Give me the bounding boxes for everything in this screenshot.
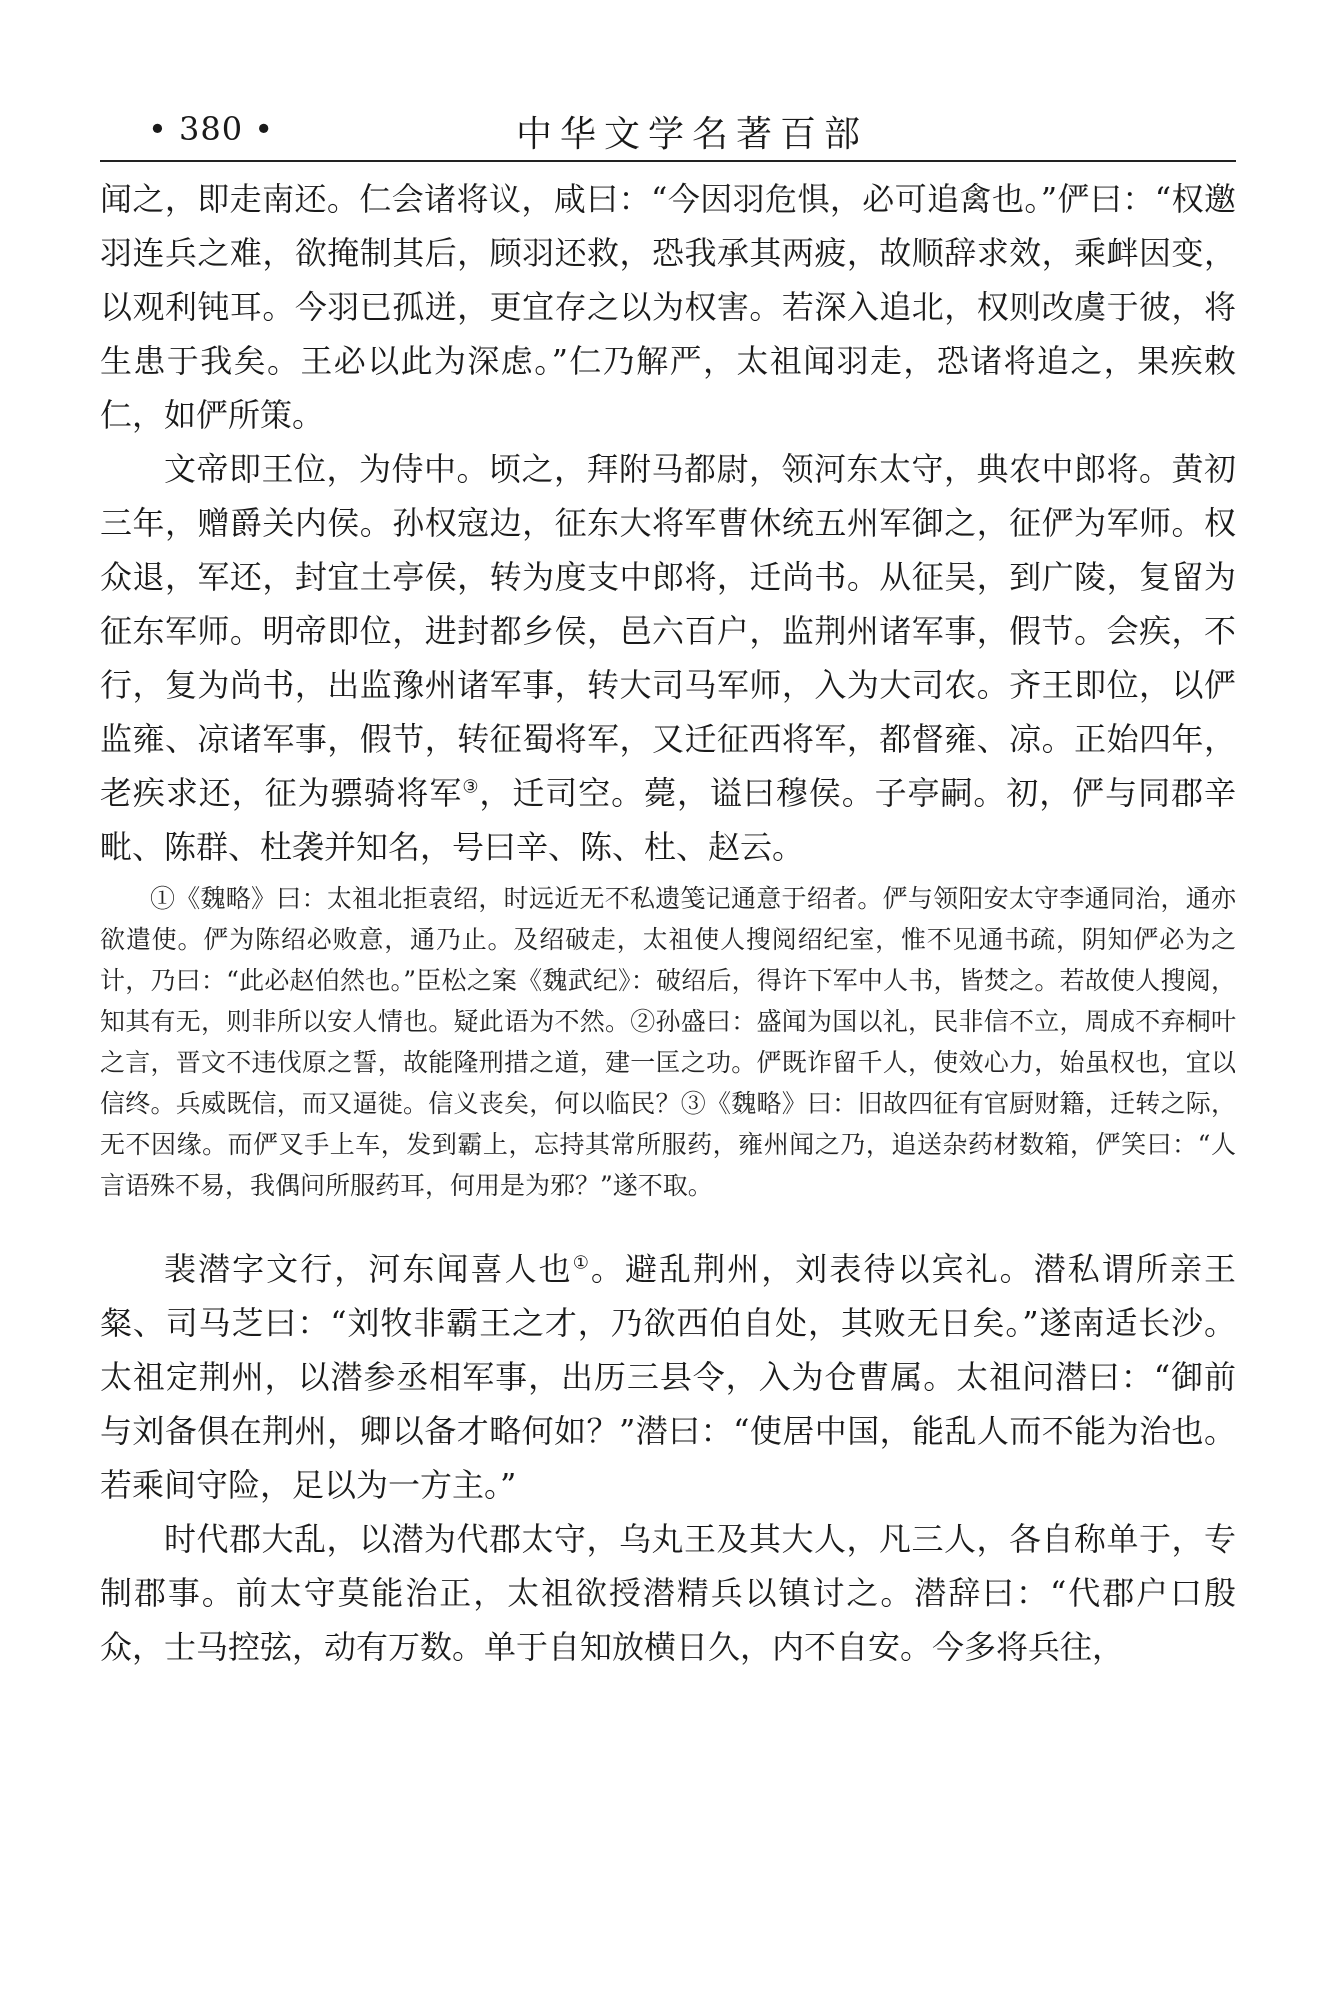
page-number: • 380 • — [148, 110, 275, 148]
annotation-block — [100, 878, 1236, 1206]
paragraph-text: 。避乱荆州，刘表待以宾礼。潜私谓所亲王粲、司马芝曰：“刘牧非霸王之才，乃欲西伯自处，其败无日矣。”遂南适长沙。太祖定荆州，以潜参丞相军事，出历三县令，入为仓曹属。太祖问潜曰：“御前与刘备俱在荆州，卿以备才略何如？”潜曰：“使居中国，能乱人而不能为治也。若乘间守险，足以为一方主。” — [100, 1250, 1236, 1504]
book-page — [100, 100, 1236, 1674]
paragraph-text: 裴潜字文行，河东闻喜人也 — [164, 1250, 573, 1288]
annotation-text: ①《魏略》曰：太祖北拒袁绍，时远近无不私遗笺记通意于绍者。俨与领阳安太守李通同治，通亦欲遣使。俨为陈绍必败意，通乃止。及绍破走，太祖使人搜阅绍纪室，惟不见通书疏，阴知俨必为之计，乃曰：“此必赵伯然也。”臣松之案《魏武纪》：破绍后，得许下军中人书，皆焚之。若故使人搜阅，知其有无，则非所以安人情也。疑此语为不然。②孙盛曰：盛闻为国以礼，民非信不立，周成不弃桐叶之言，晋文不违伐原之誓，故能隆刑措之道，建一匡之功。俨既诈留千人，使效心力，始虽权也，宜以信终。兵威既信，而又逼徙。信义丧矣，何以临民？③《魏略》曰：旧故四征有官厨财籍，迁转之际，无不因缘。而俨叉手上车，发到霸上，忘持其常所服药，雍州闻之乃，追送杂药材数箱，俨笑曰：“人言语殊不易，我偶问所服药耳，何用是为邪？”遂不取。 — [100, 884, 1236, 1200]
paragraph — [100, 1242, 1236, 1512]
section-spacer — [100, 1206, 1236, 1242]
paragraph: 时代郡大乱，以潜为代郡太守，乌丸王及其大人，凡三人，各自称单于，专制郡事。前太守莫能治正，太祖欲授潜精兵以镇讨之。潜辞曰：“代郡户口殷众，士马控弦，动有万数。单于自知放横日久，内不自安。今多将兵往， — [100, 1520, 1236, 1666]
paragraph: 闻之，即走南还。仁会诸将议，咸曰：“今因羽危惧，必可追禽也。”俨曰：“权邀羽连兵之难，欲掩制其后，顾羽还救，恐我承其两疲，故顺辞求效，乘衅因变，以观利钝耳。今羽已孤迸，更宜存之以为权害。若深入追北，权则改虞于彼，将生患于我矣。王必以此为深虑。”仁乃解严，太祖闻羽走，恐诸将追之，果疾敕仁，如俨所策。 — [100, 180, 1236, 434]
footnote-marker: ① — [572, 1252, 591, 1274]
paragraph-text: ，迁司空。薨，谥曰穆侯。子亭嗣。初，俨与同郡辛毗、陈群、杜袭并知名，号曰辛、陈、杜、赵云。 — [100, 774, 1236, 866]
main-text — [100, 172, 1236, 1674]
footnote-marker: ③ — [462, 776, 480, 798]
paragraph-text: 文帝即王位，为侍中。顷之，拜附马都尉，领河东太守，典农中郎将。黄初三年，赠爵关内侯。孙权寇边，征东大将军曹休统五州军御之，征俨为军师。权众退，军还，封宜土亭侯，转为度支中郎将，迁尚书。从征吴，到广陵，复留为征东军师。明帝即位，进封都乡侯，邑六百户，监荆州诸军事，假节。会疾，不行，复为尚书，出监豫州诸军事，转大司马军师，入为大司农。齐王即位，以俨监雍、凉诸军事，假节，转征蜀将军，又迁征西将军，都督雍、凉。正始四年，老疾求还，征为骠骑将军 — [100, 450, 1236, 812]
page-header — [100, 100, 1236, 162]
paragraph — [100, 442, 1236, 874]
running-title: 中华文学名著百部 — [516, 114, 869, 155]
